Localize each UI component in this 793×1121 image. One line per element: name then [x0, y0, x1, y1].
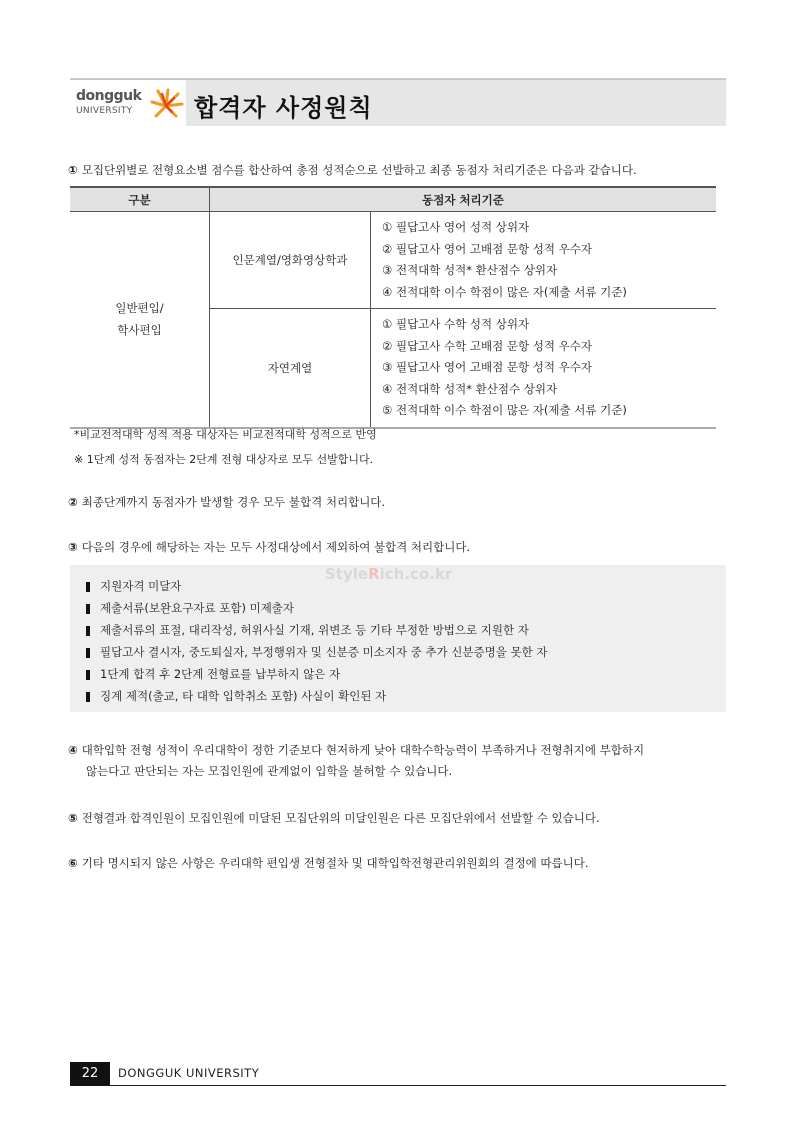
university-logo — [76, 86, 186, 126]
bullet-icon — [86, 604, 90, 614]
item-2-number: ② — [68, 495, 78, 509]
bullet-icon — [86, 648, 90, 658]
criteria-item: ④ 전적대학 이수 학점이 많은 자(제출 서류 기준) — [382, 284, 627, 299]
logo-brand: dongguk — [76, 88, 142, 104]
bullet-icon — [86, 692, 90, 702]
item-6-text: 기타 명시되지 않은 사항은 우리대학 편입생 전형절차 및 대학입학전형관리위원회의 결정에 따릅니다. — [81, 856, 589, 870]
criteria-item: ③ 전적대학 성적* 환산점수 상위자 — [382, 263, 558, 277]
list-item: 징계 제적(출교, 타 대학 입학취소 포함) 사실이 확인된 자 — [86, 685, 726, 707]
list-item: 제출서류(보완요구자료 포함) 미제출자 — [86, 597, 726, 619]
item-4-text: 대학입학 전형 성적이 우리대학이 정한 기준보다 현저하게 낮아 대학수학능력이 부족하거나 전형취지에 부합하지 — [81, 743, 645, 757]
item-1-number: ① — [68, 163, 78, 177]
page-number: 22 — [70, 1062, 110, 1086]
logo-sub: UNIVERSITY — [76, 106, 133, 116]
header-criteria: 동점자 처리기준 — [210, 187, 717, 212]
group-name-humanities: 인문계열/영화영상학과 — [210, 212, 371, 309]
category-cell — [70, 212, 210, 428]
list-item: 1단계 합격 후 2단계 전형료를 납부하지 않은 자 — [86, 663, 726, 685]
item-2-text: 최종단계까지 동점자가 발생할 경우 모두 불합격 처리합니다. — [81, 495, 386, 509]
page-header — [70, 78, 726, 126]
criteria-science — [371, 309, 717, 428]
item-4-number: ④ — [68, 743, 78, 757]
header-category: 구분 — [70, 187, 210, 212]
footnote-asterisk: *비교전적대학 성적 적용 대상자는 비교전적대학 성적으로 반영 — [74, 428, 377, 441]
criteria-item: ① 필답고사 영어 성적 상위자 — [382, 220, 530, 234]
item-4-text-cont: 않는다고 판단되는 자는 모집인원에 관계없이 입학을 불허할 수 있습니다. — [86, 764, 453, 778]
criteria-item: ③ 필답고사 영어 고배점 문항 성적 우수자 — [382, 360, 592, 374]
list-item: 지원자격 미달자 — [86, 575, 726, 597]
criteria-item: ② 필답고사 수학 고배점 문항 성적 우수자 — [382, 338, 592, 353]
item-6 — [68, 853, 589, 874]
category-line-2: 학사편입 — [117, 323, 162, 338]
watermark: StyleRich.co.kr — [325, 565, 453, 583]
criteria-item: ④ 전적대학 성적* 환산점수 상위자 — [382, 381, 558, 396]
bullet-icon — [86, 670, 90, 680]
footnote-reference: ※ 1단계 성적 동점자는 2단계 전형 대상자로 모두 선발합니다. — [74, 453, 374, 466]
bullet-icon — [86, 582, 90, 592]
list-item: 제출서류의 표절, 대리작성, 허위사실 기재, 위변조 등 기타 부정한 방법으로 지원한 자 — [86, 619, 726, 641]
footer-rule — [110, 1085, 726, 1086]
item-5 — [68, 808, 600, 829]
item-5-text: 전형결과 합격인원이 모집인원에 미달된 모집단위의 미달인원은 다른 모집단위에서 선발할 수 있습니다. — [81, 811, 600, 825]
item-1-text: 모집단위별로 전형요소별 점수를 합산하여 총점 성적순으로 선발하고 최종 동점자 처리기준은 다음과 같습니다. — [81, 163, 637, 177]
criteria-item: ⑤ 전적대학 이수 학점이 많은 자(제출 서류 기준) — [382, 403, 627, 417]
title-bar — [186, 80, 726, 126]
tie-breaker-table — [70, 186, 716, 429]
category-line-1: 일반편입/ — [115, 301, 164, 316]
criteria-item: ② 필답고사 영어 고배점 문항 성적 우수자 — [382, 241, 592, 256]
group-name-science: 자연계열 — [210, 309, 371, 428]
bullet-icon — [86, 626, 90, 636]
item-2 — [68, 492, 385, 513]
item-5-number: ⑤ — [68, 811, 78, 825]
item-3 — [68, 537, 470, 558]
criteria-humanities — [371, 212, 717, 309]
item-4 — [68, 740, 728, 782]
page-title: 합격자 사정원칙 — [194, 94, 373, 122]
footer-university-name: DONGGUK UNIVERSITY — [118, 1066, 260, 1080]
logo-flame-icon — [148, 88, 184, 120]
disqualification-box — [70, 565, 726, 712]
item-3-text: 다음의 경우에 해당하는 자는 모두 사정대상에서 제외하여 불합격 처리합니다. — [81, 540, 471, 554]
page-footer — [70, 1062, 726, 1086]
criteria-item: ① 필답고사 수학 성적 상위자 — [382, 317, 530, 331]
item-6-number: ⑥ — [68, 856, 78, 870]
item-1 — [68, 160, 637, 181]
item-3-number: ③ — [68, 540, 78, 554]
list-item: 필답고사 결시자, 중도퇴실자, 부정행위자 및 신분증 미소지자 중 추가 신분증명을 못한 자 — [86, 641, 726, 663]
